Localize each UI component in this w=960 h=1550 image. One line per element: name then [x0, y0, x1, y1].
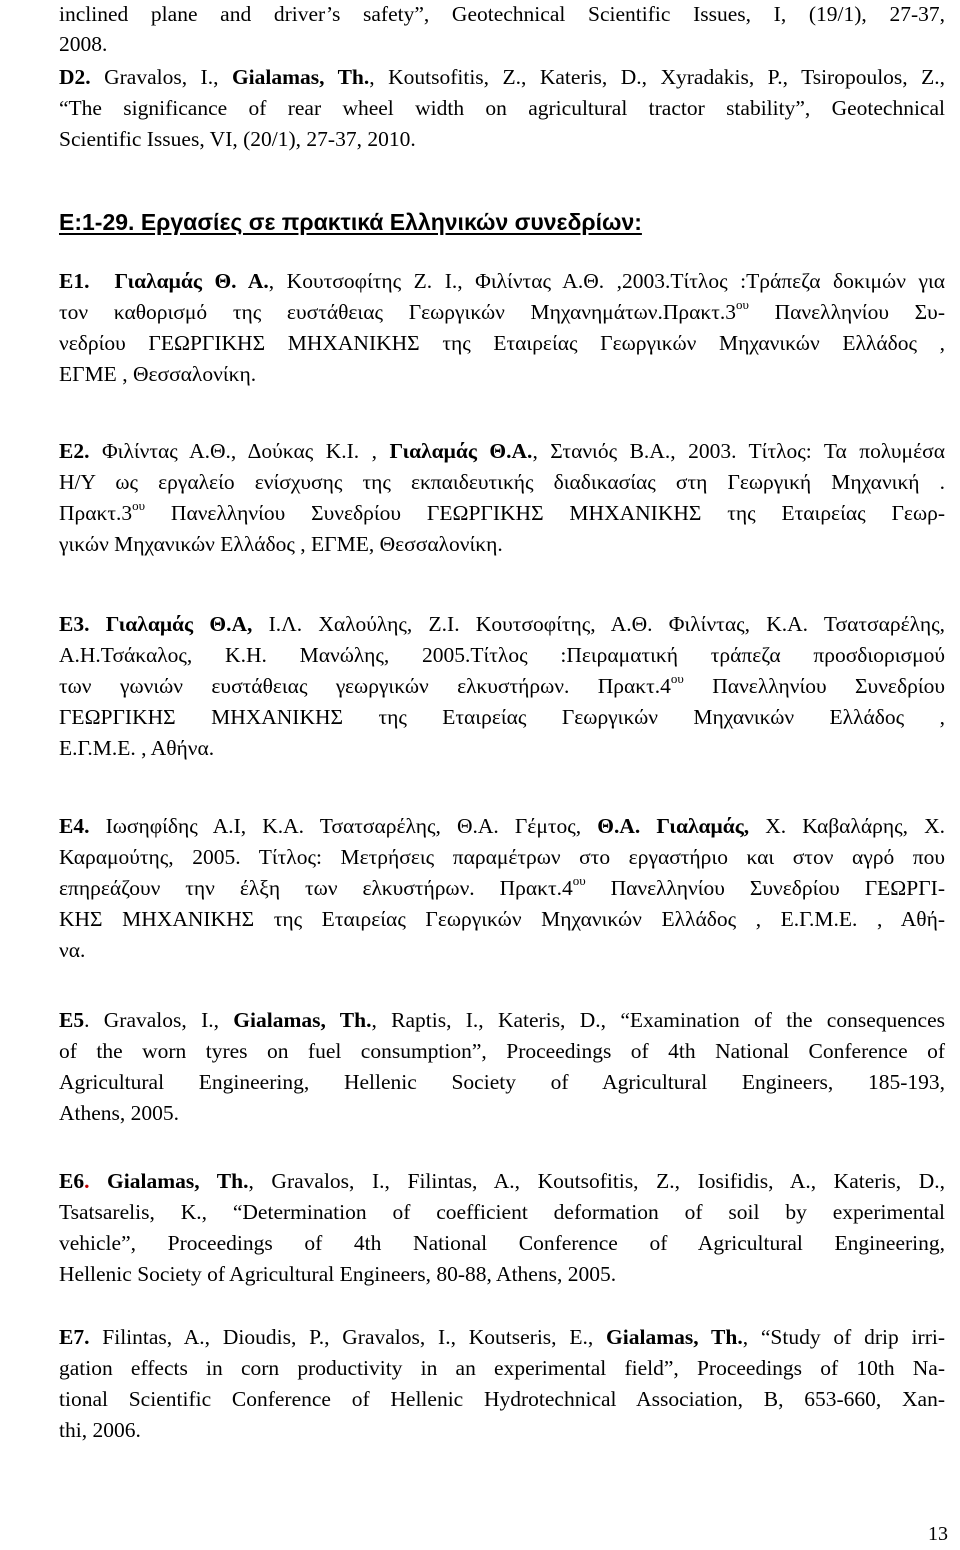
label-dot: . [84, 1169, 90, 1193]
reference-label: E1. [59, 269, 90, 293]
text-run: , Gravalos, I., Filintas, A., Koutsofitis, Z., Iosifidis, A., Kateris, D., [248, 1169, 945, 1193]
page-number: 13 [928, 1523, 948, 1545]
text-run: Gravalos, I., [90, 65, 232, 89]
text-line [59, 437, 945, 466]
author-highlight: Gialamas, Th. [231, 65, 370, 89]
author-highlight: Γιαλαμάς Θ.Α. [389, 439, 533, 463]
text-run: Πανελληνίου Συνεδρίου ΓΕΩΡΓΙΚΗΣ ΜΗΧΑΝΙΚΗΣ της Εταιρείας Γεωρ- [145, 501, 945, 525]
text-run: επηρεάζουν την έλξη των ελκυστήρων. Πρακτ.4 [59, 876, 573, 900]
text-line: “The significance of rear wheel width on agricultural tractor stability”, Geotechnical [59, 96, 945, 120]
text-line: vehicle”, Proceedings of 4th National Conference of Agricultural Engineering, [59, 1231, 945, 1255]
reference-label: E7. [59, 1325, 90, 1349]
text-run: , Koutsofitis, Z., Kateris, D., Xyradakis, P., Tsiropoulos, Z., [369, 65, 946, 89]
text-run: Πανελληνίου Συνεδρίου ΓΕΩΡΓΙ- [585, 876, 945, 900]
text-line: Καραμούτης, 2005. Τίτλος: Μετρήσεις παραμέτρων στο εργαστήριο και στον αγρό που [59, 845, 945, 869]
reference-label: E4. [59, 814, 90, 838]
author-highlight: Θ.Α. Γιαλαμάς, [597, 814, 750, 838]
text-line: Athens, 2005. [59, 1101, 180, 1125]
text-line: tional Scientific Conference of Hellenic Hydrotechnical Association, B, 653-660, Xan- [59, 1387, 945, 1411]
text-line: Η/Υ ως εργαλείο ενίσχυσης της εκπαιδευτικής διαδικασίας στη Γεωργική Μηχανική . [59, 470, 945, 494]
text-line: inclined plane and driver’s safety”, Geotechnical Scientific Issues, I, (19/1), 27-37, [59, 2, 945, 26]
text-run: Πανελληνίου Συνεδρίου [683, 674, 945, 698]
text-line: Tsatsarelis, K., “Determination of coefficient deformation of soil by experimental [59, 1200, 945, 1224]
text-line: ΚΗΣ ΜΗΧΑΝΙΚΗΣ της Εταιρείας Γεωργικών Μηχανικών Ελλάδος , Ε.Γ.Μ.Ε. , Αθή- [59, 907, 945, 931]
text-run: τον καθορισμό της ευστάθειας Γεωργικών Μηχανημάτων.Πρακτ.3 [59, 300, 736, 324]
text-run: Ιωσηφίδης Α.Ι, Κ.Α. Τσατσαρέλης, Θ.Α. Γέμτος, [89, 814, 598, 838]
text-line [59, 1323, 945, 1352]
text-run: Gravalos, I., [89, 1008, 234, 1032]
text-run: , “Study of drip irri- [742, 1325, 945, 1349]
text-line [59, 874, 945, 903]
text-run: , Κουτσοφίτης Ζ. Ι., Φιλίντας Α.Θ. ,2003.Τίτλος :Τράπεζα δοκιμών για [268, 269, 945, 293]
text-run: , Raptis, I., Kateris, D., “Examination of the consequences [371, 1008, 946, 1032]
text-line [59, 812, 945, 841]
reference-label: D2. [59, 65, 91, 89]
text-line [59, 672, 945, 701]
text-line [59, 499, 945, 528]
author-highlight: Gialamas, Th. [606, 1325, 743, 1349]
text-line: ΕΓΜΕ , Θεσσαλονίκη. [59, 362, 257, 386]
text-line: Ε.Γ.Μ.Ε. , Αθήνα. [59, 736, 215, 760]
text-line [59, 267, 945, 296]
text-line: γικών Μηχανικών Ελλάδος , ΕΓΜΕ, Θεσσαλονίκη. [59, 532, 503, 556]
section-heading: E:1-29. Εργασίες σε πρακτικά Ελληνικών συνεδρίων: [59, 209, 642, 235]
text-line: 2008. [59, 32, 108, 56]
author-highlight: Gialamas, Th. [233, 1008, 372, 1032]
text-line [59, 63, 945, 92]
reference-label: E6 [59, 1169, 85, 1193]
superscript: ου [572, 872, 586, 888]
author-highlight: Γιαλαμάς Θ.Α, [89, 612, 253, 636]
text-line: Hellenic Society of Agricultural Engineers, 80-88, Athens, 2005. [59, 1262, 617, 1286]
text-line: Scientific Issues, VI, (20/1), 27-37, 2010. [59, 127, 416, 151]
superscript: ου [670, 670, 684, 686]
author-highlight: Gialamas, Th. [89, 1169, 249, 1193]
label-dot: . [84, 1008, 90, 1032]
reference-label: E3. [59, 612, 90, 636]
text-run: Ι.Λ. Χαλούλης, Ζ.Ι. Κουτσοφίτης, Α.Θ. Φιλίντας, Κ.Α. Τσατσαρέλης, [252, 612, 945, 636]
text-line [59, 298, 945, 327]
reference-label: E5 [59, 1008, 85, 1032]
text-run: Πανελληνίου Συ- [748, 300, 945, 324]
text-run: Filintas, A., Dioudis, P., Gravalos, I., Koutseris, E., [89, 1325, 607, 1349]
text-line: thi, 2006. [59, 1418, 141, 1442]
reference-label: E2. [59, 439, 90, 463]
text-run: Πρακτ.3 [59, 501, 133, 525]
text-line: να. [59, 938, 86, 962]
text-line: νεδρίου ΓΕΩΡΓΙΚΗΣ ΜΗΧΑΝΙΚΗΣ της Εταιρείας Γεωργικών Μηχανικών Ελλάδος , [59, 331, 945, 355]
text-line: ΓΕΩΡΓΙΚΗΣ ΜΗΧΑΝΙΚΗΣ της Εταιρείας Γεωργικών Μηχανικών Ελλάδος , [59, 705, 945, 729]
text-line: Agricultural Engineering, Hellenic Society of Agricultural Engineers, 185-193, [59, 1070, 945, 1094]
text-line [59, 1167, 945, 1196]
text-run: , Στανιός Β.Α., 2003. Τίτλος: Τα πολυμέσα [532, 439, 945, 463]
text-run: των γωνιών ευστάθειας γεωργικών ελκυστήρων. Πρακτ.4 [59, 674, 671, 698]
text-run: Φιλίντας Α.Θ., Δούκας Κ.Ι. , [89, 439, 390, 463]
superscript: ου [132, 497, 146, 513]
text-line [59, 1006, 945, 1035]
superscript: ου [735, 296, 749, 312]
text-line [59, 610, 945, 639]
text-line: of the worn tyres on fuel consumption”, Proceedings of 4th National Conference of [59, 1039, 945, 1063]
author-highlight: Γιαλαμάς Θ. Α. [114, 269, 269, 293]
text-run: Χ. Καβαλάρης, Χ. [749, 814, 945, 838]
text-run [89, 269, 114, 293]
text-line: gation effects in corn productivity in an experimental field”, Proceedings of 10th Na- [59, 1356, 945, 1380]
text-line: Α.Η.Τσάκαλος, Κ.Η. Μανώλης, 2005.Τίτλος :Πειραματική τράπεζα προσδιορισμού [59, 643, 945, 667]
